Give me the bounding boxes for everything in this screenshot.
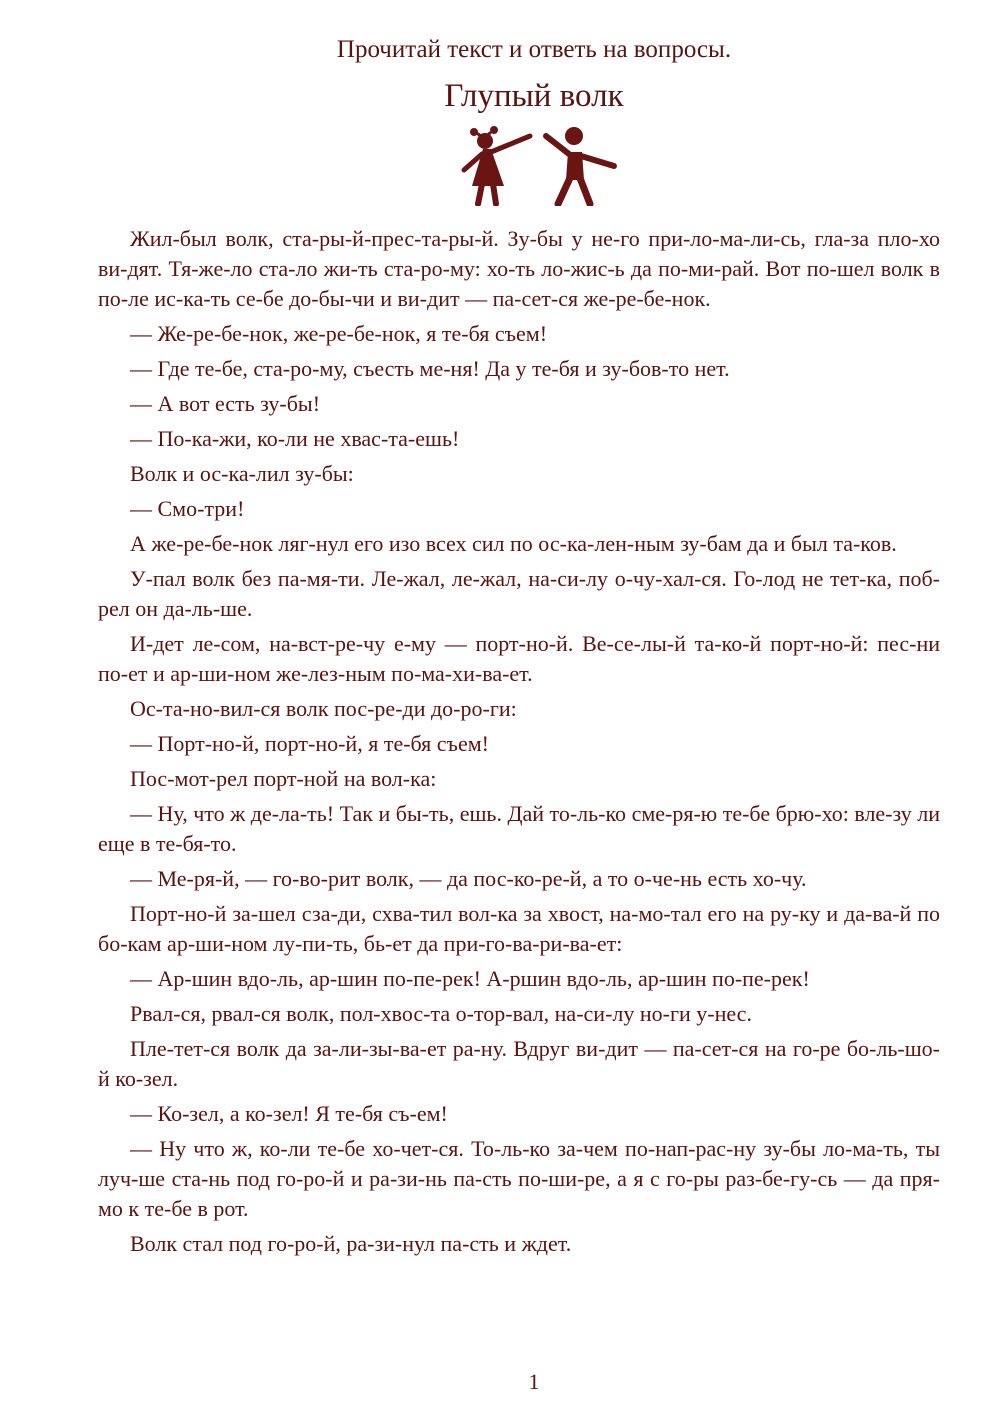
paragraph: — Ну, что ж де-ла-ть! Так и бы-ть, ешь. Дай то-ль-ко сме-ря-ю те-бе брю-хо: вле-зу ли еще в те-бя-то. xyxy=(98,801,940,856)
story-text xyxy=(98,224,940,1264)
paragraph: А же-ре-бе-нок ляг-нул его изо всех сил по ос-ка-лен-ным зу-бам да и был та-ков. xyxy=(130,531,897,556)
instruction-text: Прочитай текст и ответь на вопросы. xyxy=(336,36,732,63)
paragraph: Пос-мот-рел порт-ной на вол-ка: xyxy=(130,766,437,791)
paragraph: Пле-тет-ся волк да за-ли-зы-ва-ет ра-ну. Вдруг ви-дит — па-сет-ся на го-ре бо-ль-шо-й ко-зел. xyxy=(98,1036,940,1091)
paragraph: Рвал-ся, рвал-ся волк, пол-хвос-та о-тор-вал, на-си-лу но-ги у-нес. xyxy=(130,1001,752,1026)
paragraph: — Же-ре-бе-нок, же-ре-бе-нок, я те-бя съем! xyxy=(130,321,548,346)
paragraph: Жил-был волк, ста-ры-й-прес-та-ры-й. Зу-бы у не-го при-ло-ма-ли-сь, гла-за пло-хо ви-дят. Тя-же-ло ста-ло жи-ть ста-ро-му: хо-ть ло-жис-ь да по-ми-рай. Вот по-шел волк в по-ле ис-ка-ть се-бе до-бы-чи и ви-дит — па-сет-ся же-ре-бе-нок. xyxy=(98,226,940,311)
paragraph: — Смо-три! xyxy=(130,496,245,521)
paragraph: — Ме-ря-й, — го-во-рит волк, — да пос-ко-ре-й, а то о-че-нь есть хо-чу. xyxy=(130,866,807,891)
page-number: 1 xyxy=(528,1369,540,1394)
paragraph: У-пал волк без па-мя-ти. Ле-жал, ле-жал, на-си-лу о-чу-хал-ся. Го-лод не тет-ка, поб-рел он да-ль-ше. xyxy=(98,566,940,621)
paragraph: — Порт-но-й, порт-но-й, я те-бя съем! xyxy=(130,731,489,756)
children-icon xyxy=(460,124,620,206)
paragraph: — Ар-шин вдо-ль, ар-шин по-пе-рек! А-ршин вдо-ль, ар-шин по-пе-рек! xyxy=(130,966,810,991)
paragraph: — Где те-бе, ста-ро-му, съесть ме-ня! Да у те-бя и зу-бов-то нет. xyxy=(130,356,730,381)
story-title: Глупый волк xyxy=(444,78,624,114)
paragraph: Волк и ос-ка-лил зу-бы: xyxy=(130,461,354,486)
paragraph: Порт-но-й за-шел сза-ди, схва-тил вол-ка за хвост, на-мо-тал его на ру-ку и да-ва-й по бо-кам ар-ши-ном лу-пи-ть, бь-ет да при-го-ва-ри-ва-ет: xyxy=(98,901,940,956)
paragraph: — По-ка-жи, ко-ли не хвас-та-ешь! xyxy=(130,426,460,451)
boy-figure xyxy=(546,127,614,204)
paragraph: — А вот есть зу-бы! xyxy=(130,391,321,416)
paragraph: — Ну что ж, ко-ли те-бе хо-чет-ся. То-ль-ко за-чем по-нап-рас-ну зу-бы ло-ма-ть, ты луч-ше ста-нь под го-ро-й и ра-зи-нь па-сть по-ши-ре, а я с го-ры раз-бе-гу-сь — да пря-мо к те-бе в рот. xyxy=(98,1136,940,1221)
paragraph: И-дет ле-сом, на-вст-ре-чу е-му — порт-но-й. Ве-се-лы-й та-ко-й порт-но-й: пес-ни по-ет и ар-ши-ном же-лез-ным по-ма-хи-ва-ет. xyxy=(98,631,940,686)
paragraph: Ос-та-но-вил-ся волк пос-ре-ди до-ро-ги: xyxy=(130,696,517,721)
paragraph: — Ко-зел, а ко-зел! Я те-бя съ-ем! xyxy=(130,1101,448,1126)
girl-figure xyxy=(464,126,530,204)
paragraph: Волк стал под го-ро-й, ра-зи-нул па-сть и ждет. xyxy=(130,1231,572,1256)
